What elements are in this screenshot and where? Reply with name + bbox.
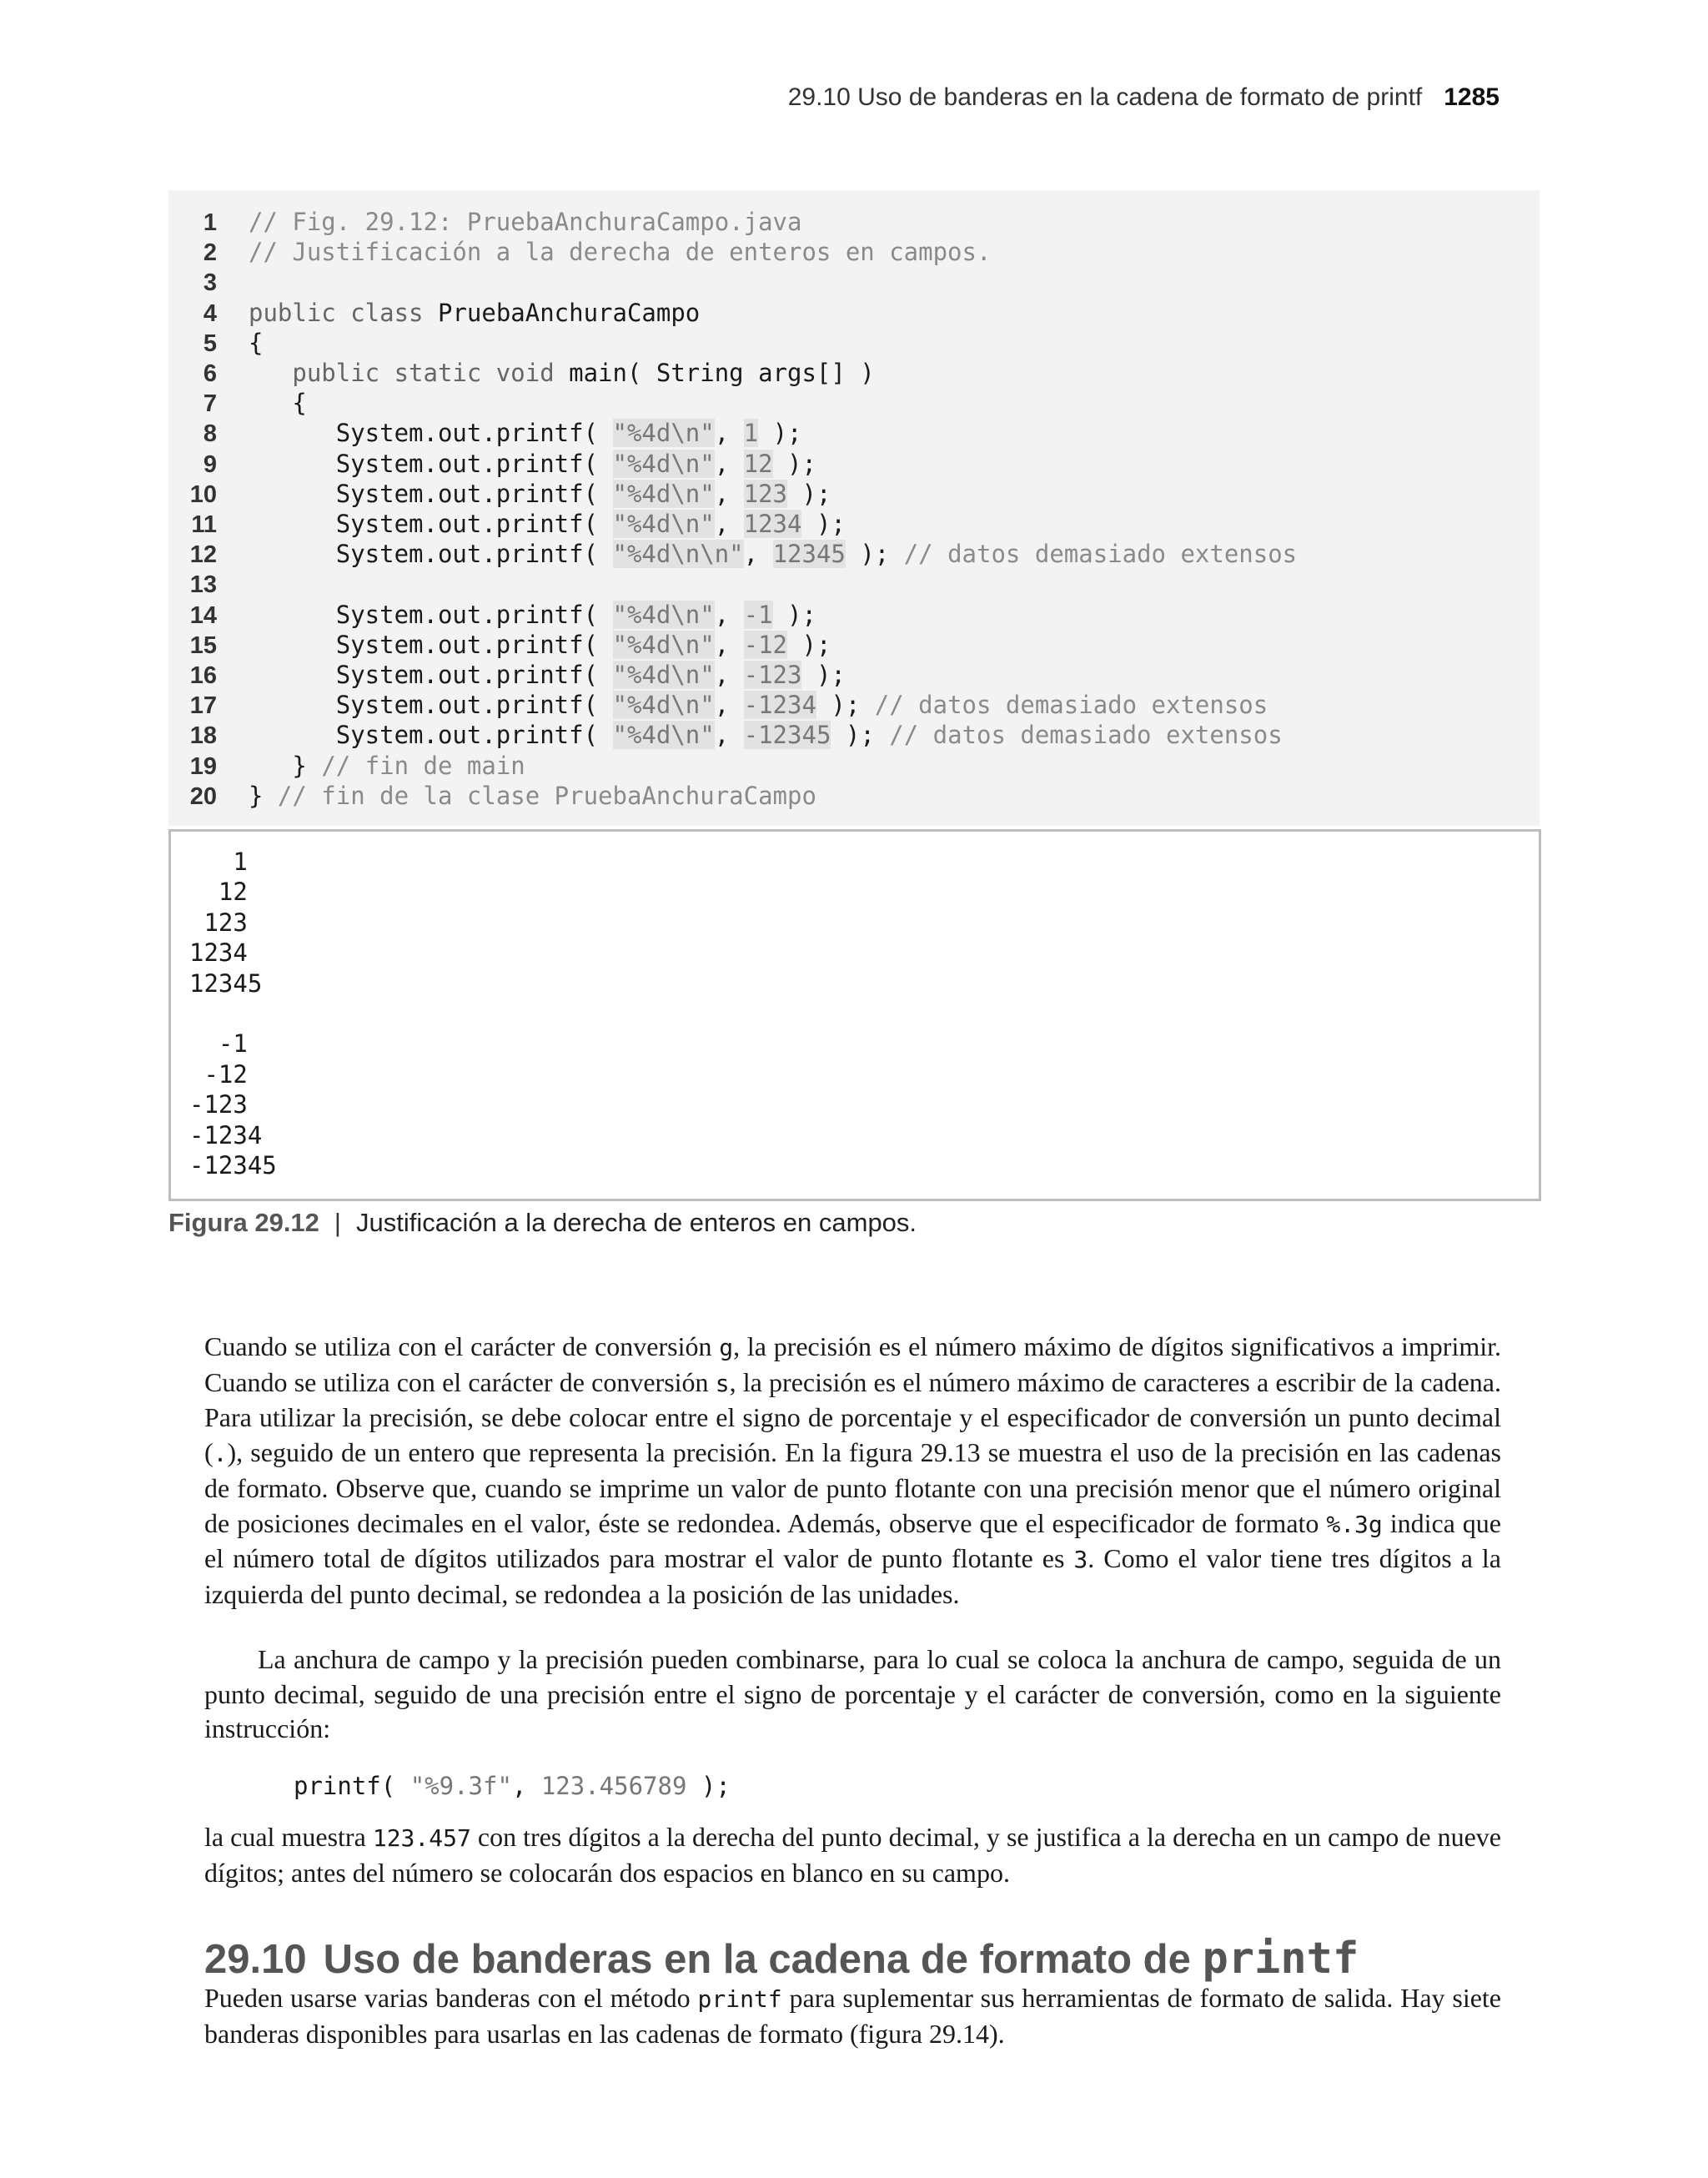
code-literal: 1 [743, 419, 759, 448]
paragraph-text: . Como el valor tiene tres dígitos a la izquierda del punto decimal, se redondea a la posición de las unidades. [204, 1543, 1502, 1609]
code-text: ); [801, 510, 846, 538]
paragraph-text: ), seguido de un entero que representa la precisión. En la figura 29.13 se muestra el uso de la precisión en las cadenas de formato. Observe que, cuando se imprime un valor de punto flotante con una precisión menor que el número original de posiciones decimales en el valor, éste se redondea. Además, observe que el especificador de formato [204, 1437, 1501, 1538]
code-text: System.out.printf( [249, 449, 613, 478]
code-literal: "%4d\n" [612, 449, 715, 478]
paragraph-precision [204, 1330, 1501, 1612]
code-line [168, 720, 1283, 750]
paragraph-text: para suplementar sus herramientas de formato de salida. Hay siete banderas disponibles para usarlas en las cadenas de formato (figura 29.14). [204, 1983, 1502, 2049]
code-comment: // fin de la clase PruebaAnchuraCampo [277, 781, 816, 810]
code-line [168, 479, 831, 509]
code-literal: -12 [743, 630, 788, 659]
output-line: -123 [189, 1090, 248, 1119]
code-line [168, 600, 816, 630]
line-number: 7 [203, 390, 217, 418]
code-literal: "%4d\n" [612, 661, 715, 689]
output-line: -1234 [189, 1120, 263, 1149]
code-text: public static void [249, 359, 570, 387]
code-line [168, 267, 249, 297]
code-line [168, 751, 525, 781]
code-line [168, 298, 700, 328]
code-comment: // Justificación a la derecha de enteros en campos. [249, 238, 992, 267]
code-listing [168, 190, 1540, 826]
paragraph-result [204, 1820, 1501, 1890]
paragraph-text: Cuando se utiliza con el carácter de conversión [204, 1331, 720, 1361]
code-text: System.out.printf( [249, 510, 613, 538]
code-text: ); [787, 630, 831, 659]
code-text: printf( [294, 1772, 410, 1800]
code-text: System.out.printf( [249, 540, 613, 569]
code-line [168, 418, 802, 448]
code-text: , [714, 691, 744, 720]
code-literal: 12 [743, 449, 773, 478]
code-comment: // Fig. 29.12: PruebaAnchuraCampo.java [249, 208, 802, 236]
line-number: 11 [191, 511, 217, 538]
code-text: System.out.printf( [249, 419, 613, 448]
line-number: 10 [189, 480, 217, 508]
code-text: , [714, 449, 744, 478]
code-text: ); [787, 479, 831, 508]
code-text: } [249, 751, 322, 780]
code-text: System.out.printf( [249, 479, 613, 508]
code-literal: 12345 [772, 540, 846, 569]
code-literal: "%4d\n" [612, 691, 715, 720]
figure-caption [168, 1208, 917, 1238]
code-text: ); [772, 449, 816, 478]
line-number: 4 [203, 299, 217, 327]
paragraph-combine [204, 1642, 1501, 1747]
line-number: 3 [203, 269, 217, 297]
code-text: System.out.printf( [249, 600, 613, 629]
code-text: , [714, 479, 744, 508]
code-text: ); [816, 691, 875, 720]
section-title-code: printf [1202, 1934, 1359, 1984]
paragraph-text: , la precisión es el número máximo de dígitos significativos a imprimir. Cuando se utiliza con el carácter de conversión [204, 1331, 1502, 1397]
code-literal: -1234 [743, 691, 816, 720]
section-heading [204, 1934, 1359, 1984]
output-line: 1 [189, 848, 248, 876]
code-literal: "%4d\n\n" [612, 540, 744, 569]
line-number: 17 [189, 692, 217, 720]
code-text: ); [801, 661, 846, 689]
code-literal: -1 [743, 600, 773, 629]
code-literal: "%4d\n" [612, 479, 715, 508]
code-line [168, 358, 875, 388]
paragraph-text: la cual muestra [204, 1822, 373, 1852]
paragraph-flags [204, 1981, 1501, 2051]
code-text: ); [686, 1772, 731, 1800]
output-line: 12 [189, 878, 248, 907]
code-text: System.out.printf( [249, 691, 613, 720]
inline-code: s [715, 1369, 730, 1397]
code-comment: // datos demasiado extensos [889, 721, 1283, 750]
figure-caption-text: Justificación a la derecha de enteros en campos. [355, 1208, 917, 1237]
code-literal: 1234 [743, 510, 802, 538]
page-number: 1285 [1444, 83, 1500, 111]
caption-separator: | [334, 1208, 341, 1237]
line-number: 12 [189, 541, 217, 569]
inline-code: . [213, 1440, 228, 1468]
output-line: -12 [189, 1059, 248, 1089]
code-comment: // datos demasiado extensos [874, 691, 1268, 720]
code-line [168, 328, 263, 358]
paragraph-text: con tres dígitos a la derecha del punto decimal, y se justifica a la derecha en un campo de nueve dígitos; antes del número se colocarán dos espacios en blanco en su campo. [204, 1822, 1502, 1888]
code-literal: -12345 [743, 721, 831, 750]
inline-code: 123.457 [372, 1824, 471, 1852]
line-number: 13 [189, 571, 217, 599]
code-text: PruebaAnchuraCampo [437, 298, 701, 327]
code-line [168, 660, 846, 690]
code-text: , [714, 630, 744, 659]
code-line [168, 569, 249, 599]
code-line [168, 237, 991, 267]
line-number: 2 [203, 239, 217, 267]
code-line [168, 781, 816, 811]
output-line: -12345 [189, 1151, 277, 1180]
line-number: 1 [203, 209, 217, 236]
section-number: 29.10 [204, 1937, 307, 1982]
line-number: 15 [189, 631, 217, 659]
line-number: 6 [203, 360, 217, 387]
line-number: 5 [203, 329, 217, 357]
code-text: ); [831, 721, 890, 750]
code-text: , [714, 721, 744, 750]
code-text: , [714, 661, 744, 689]
code-literal: 123 [743, 479, 788, 508]
line-number: 14 [189, 601, 217, 629]
code-literal: "%4d\n" [612, 510, 715, 538]
printf-statement [294, 1772, 731, 1800]
running-head [788, 83, 1500, 112]
code-literal: -123 [743, 661, 802, 689]
line-number: 19 [189, 752, 217, 780]
code-line [168, 539, 1297, 569]
code-text: , [714, 419, 744, 448]
code-line [168, 509, 846, 539]
code-line [168, 207, 801, 237]
code-text: , [714, 600, 744, 629]
code-line [168, 630, 831, 660]
code-comment: // fin de main [321, 751, 525, 780]
line-number: 18 [189, 722, 217, 750]
paragraph-text: Pueden usarse varias banderas con el método [204, 1983, 698, 2013]
code-text: , [511, 1772, 541, 1800]
inline-code: printf [697, 1985, 782, 2013]
code-line [168, 388, 307, 418]
paragraph-text: , la precisión es el número máximo de caracteres a escribir de la cadena. Para utilizar la precisión, se debe colocar entre el signo de porcentaje y el especificador de conversión un punto decimal ( [204, 1366, 1502, 1468]
inline-code: g [719, 1334, 734, 1361]
section-title-text: Uso de banderas en la cadena de formato de [323, 1937, 1203, 1982]
line-number: 16 [189, 662, 217, 689]
output-line: -1 [189, 1029, 248, 1059]
code-text: } [249, 781, 278, 810]
code-literal: "%4d\n" [612, 721, 715, 750]
output-line: 1234 [189, 938, 248, 968]
code-text: ); [845, 540, 904, 569]
output-line: 12345 [189, 968, 263, 998]
code-text: System.out.printf( [249, 661, 613, 689]
program-output [168, 829, 1541, 1201]
code-line [168, 690, 1268, 720]
code-comment: // datos demasiado extensos [903, 540, 1298, 569]
code-literal: "%4d\n" [612, 630, 715, 659]
line-number: 9 [203, 450, 217, 478]
code-text: { [249, 389, 307, 418]
code-text: ); [758, 419, 802, 448]
inline-code: 3 [1073, 1546, 1088, 1574]
code-text: , [743, 540, 773, 569]
line-number: 8 [203, 420, 217, 448]
output-line: 123 [189, 908, 248, 937]
code-text: { [249, 328, 264, 357]
running-title: 29.10 Uso de banderas en la cadena de formato de printf [787, 83, 1423, 111]
code-text: main( String args[] ) [569, 359, 875, 387]
code-literal: "%4d\n" [612, 419, 715, 448]
code-literal: "%9.3f" [409, 1772, 512, 1800]
paragraph-text: La anchura de campo y la precisión pueden combinarse, para lo cual se coloca la anchura de campo, seguida de un punto decimal, seguido de una precisión entre el signo de porcentaje y el carácter de conversión, como en la siguiente instrucción: [204, 1644, 1501, 1744]
code-text: ); [772, 600, 816, 629]
code-literal: "%4d\n" [612, 600, 715, 629]
line-number: 20 [189, 782, 217, 810]
figure-label: Figura 29.12 [168, 1208, 319, 1237]
code-text: System.out.printf( [249, 630, 613, 659]
code-literal: 123.456789 [540, 1772, 687, 1800]
code-text: , [714, 510, 744, 538]
code-text: public class [249, 298, 438, 327]
inline-code: %.3g [1326, 1510, 1383, 1538]
code-line [168, 449, 816, 479]
code-text: System.out.printf( [249, 721, 613, 750]
paragraph-text: indica que el número total de dígitos utilizados para mostrar el valor de punto flotante es [204, 1507, 1502, 1574]
